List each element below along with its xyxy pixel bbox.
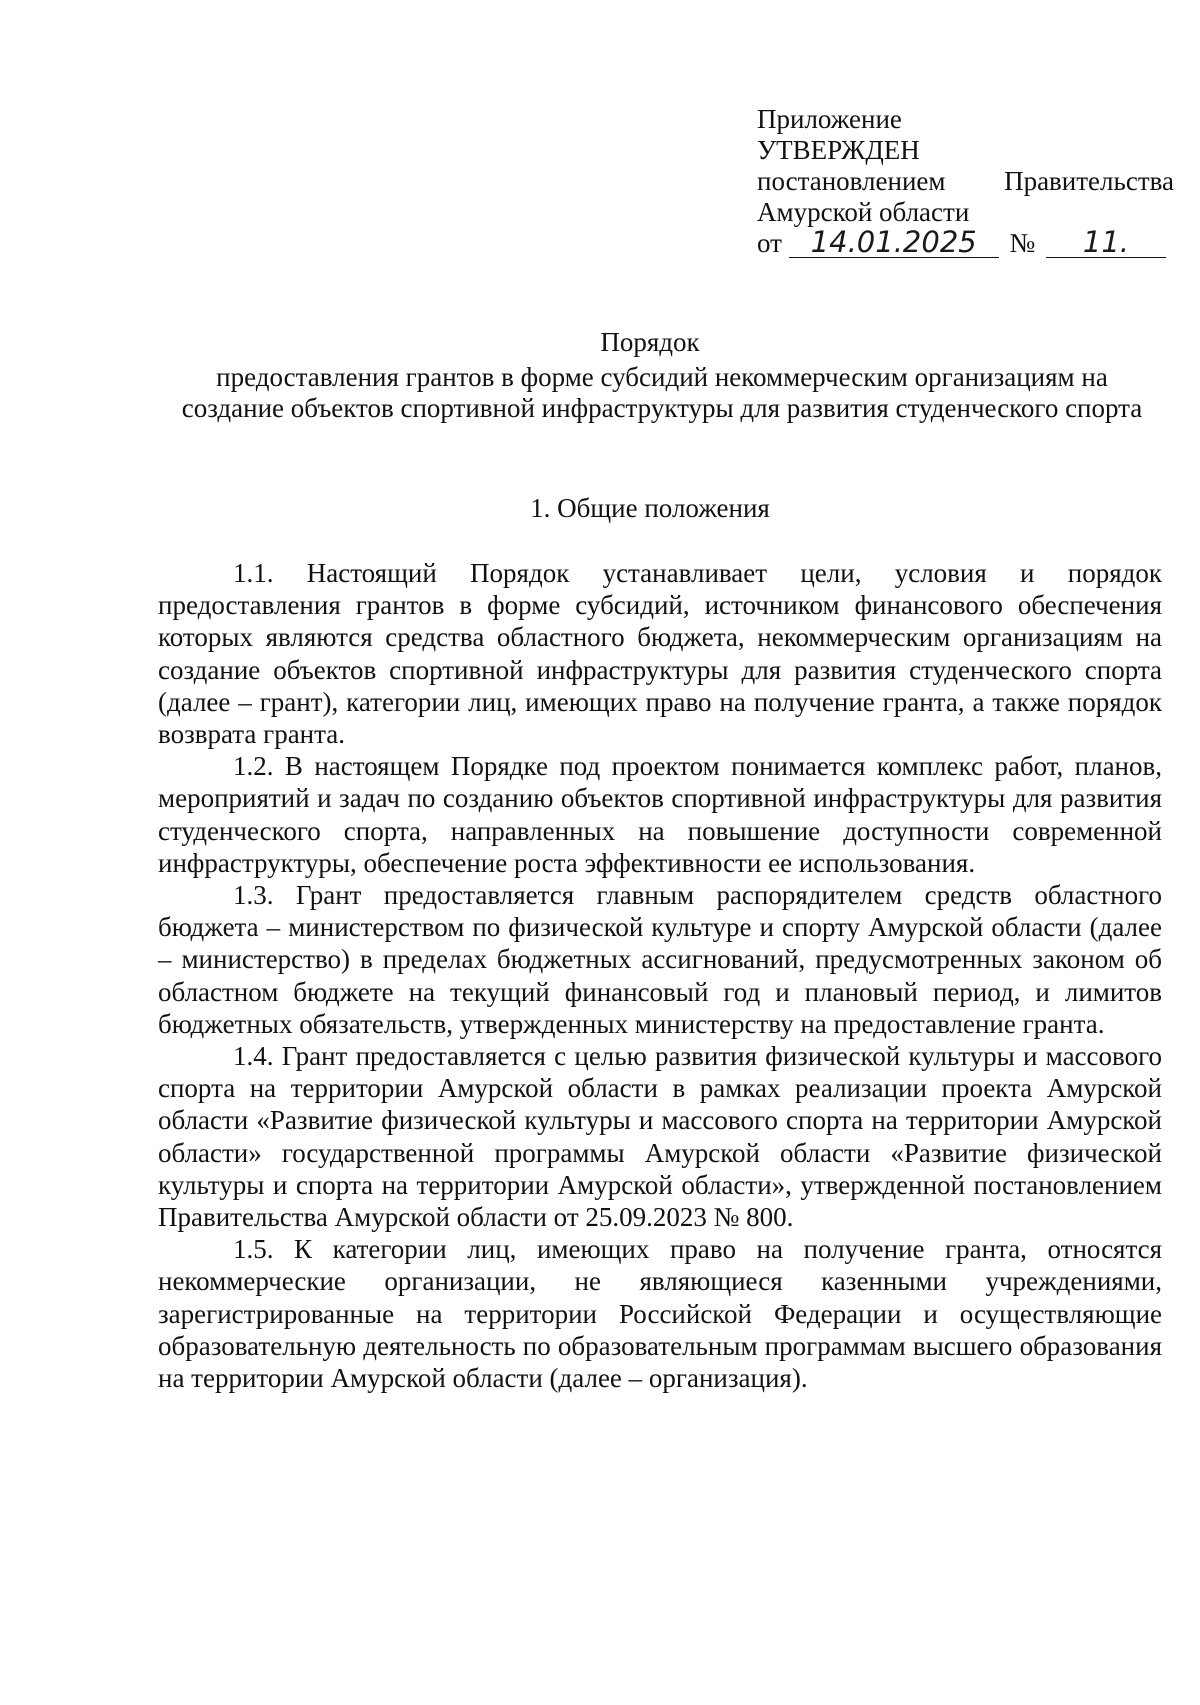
approval-date-line bbox=[757, 225, 1177, 259]
paragraph-1-1: 1.1. Настоящий Порядок устанавливает цели, условия и порядок предоставления грантов в форме субсидий, источником финансового обеспечения которых являются средства областного бюджета, некоммерческим организациям на создание объектов спортивной инфраструктуры для развития студенческого спорта (далее – грант), категории лиц, имеющих право на получение гранта, а также порядок возврата гранта. bbox=[158, 558, 1162, 750]
paragraph-1-5: 1.5. К категории лиц, имеющих право на получение гранта, относятся некоммерческие организации, не являющиеся казенными учреждениями, зарегистрированные на территории Российской Федерации и осуществляющие образовательную деятельность по образовательным программам высшего образования на территории Амурской области (далее – организация). bbox=[158, 1234, 1162, 1394]
approval-resolution-word: постановлением bbox=[757, 166, 946, 196]
approval-handwritten-number: 11. bbox=[1046, 228, 1166, 258]
paragraph-1-4: 1.4. Грант предоставляется с целью развития физической культуры и массового спорта на территории Амурской области в рамках реализации проекта Амурской области «Развитие физической культуры и массового спорта на территории Амурской области» государственной программы Амурской области «Развитие физической культуры и спорта на территории Амурской области», утвержденной постановлением Правительства Амурской области от 25.09.2023 № 800. bbox=[158, 1041, 1162, 1233]
approval-government-word: Правительства bbox=[1004, 166, 1174, 196]
approval-appendix-label: Приложение bbox=[757, 104, 902, 134]
approval-approved-label: УТВЕРЖДЕН bbox=[757, 135, 920, 165]
approval-number-sign: № bbox=[1009, 228, 1036, 258]
paragraph-1-2: 1.2. В настоящем Порядке под проектом понимается комплекс работ, планов, мероприятий и задач по созданию объектов спортивной инфраструктуры для развития студенческого спорта, направленных на повышение доступности современной инфраструктуры, обеспечение роста эффективности ее использования. bbox=[158, 751, 1162, 878]
approval-region-label: Амурской области bbox=[757, 197, 970, 227]
approval-handwritten-date: 14.01.2025 bbox=[789, 228, 999, 258]
document-subtitle: предоставления грантов в форме субсидий некоммерческим организациям на создание объектов спортивной инфраструктуры для развития студенческого спорта bbox=[181, 362, 1143, 423]
section-body bbox=[158, 557, 1162, 1394]
approval-date-prefix: от bbox=[757, 228, 782, 258]
approval-resolution-line bbox=[757, 166, 1174, 197]
document-title: Порядок bbox=[600, 327, 700, 357]
section-heading: 1. Общие положения bbox=[530, 493, 770, 523]
approval-block bbox=[757, 104, 1177, 259]
paragraph-1-3: 1.3. Грант предоставляется главным распорядителем средств областного бюджета – министерством по физической культуре и спорту Амурской области (далее – министерство) в пределах бюджетных ассигнований, предусмотренных законом об областном бюджете на текущий финансовый год и плановый период, и лимитов бюджетных обязательств, утвержденных министерству на предоставление гранта. bbox=[158, 880, 1162, 1039]
